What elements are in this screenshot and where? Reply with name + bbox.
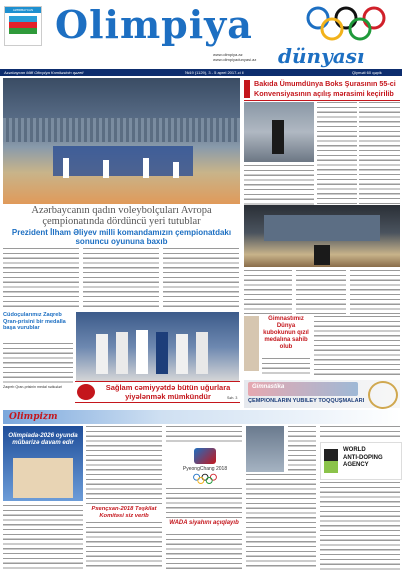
olimpizm-brand: Olimpizm	[9, 412, 58, 422]
story1-photo	[13, 458, 73, 498]
boxing-headline-block	[244, 78, 400, 101]
gymnastics-body-1	[262, 358, 310, 376]
story1-headline: Olimpiada-2026 oyunda mübarizə davam edir	[8, 432, 78, 447]
lead-subheadline: Prezident İlham Əliyev milli komandamızın çempionatdakı sonuncu oyununa baxıb	[11, 228, 232, 246]
judo-podium-photo	[76, 312, 239, 382]
story3-body-col-3	[288, 426, 316, 472]
masthead-info-bar	[0, 69, 402, 76]
boxing-hall-col-2	[296, 270, 346, 314]
wada-line: AGENCY	[343, 462, 369, 468]
health-headline: Sağlam cəmiyyətdə bütün uğurlara yiyələnmək mümkündür	[105, 383, 231, 401]
story2-body-col-3	[166, 426, 242, 444]
story2-body-col-1	[86, 426, 162, 504]
story3-photo	[246, 426, 284, 472]
story2-body-col-2	[86, 522, 162, 570]
story2-headline: Pxençxan-2018 Təşkilat Komitəsi siz verib	[91, 506, 157, 519]
gymnast-photo	[244, 316, 259, 371]
lead-body-col-2	[83, 248, 159, 308]
website-block	[213, 52, 256, 62]
boxing-headline-1: Bakıda Ümumdünya Boks Şurasının 55-ci	[254, 79, 396, 88]
boxing-body-col-1	[244, 165, 314, 205]
gymnastics-headline: Gimnastımız Dünya kubokunun qızıl medalına sahib olub	[263, 316, 309, 350]
wada-text	[343, 447, 383, 470]
flag-icon	[9, 16, 37, 34]
issue-info: №19 (1129), 3 - 5 aprel 2017-ci il	[185, 70, 244, 75]
website-line[interactable]: www.olimpiyadunyasi.az	[213, 57, 257, 62]
pyeongchang-rings-icon	[190, 473, 220, 485]
tagline: Azərbaycan Milli Olimpiya Komitəsinin qəzeti	[4, 70, 84, 75]
wada-logo	[320, 442, 402, 480]
boxing-ceremony-photo	[244, 102, 314, 162]
story3-body-col-2	[246, 474, 316, 570]
azerbaijan-flag-block	[4, 6, 42, 46]
story1-body	[3, 505, 83, 571]
gymnastics-body-2	[314, 316, 400, 376]
champions-logo-text: Gimnastika	[252, 384, 285, 390]
wada-emblem-icon	[324, 449, 338, 473]
boxing-headline-2: Konvensiyasının açılış mərasimi keçirilib	[254, 89, 394, 98]
wada-line: ANTI-DOPING	[343, 454, 383, 461]
pyeongchang-text: PyeongChang 2018	[182, 466, 228, 472]
volleyball-arena-photo	[3, 78, 240, 204]
newspaper-title: Olimpiya	[55, 2, 253, 47]
pyeongchang-logo	[170, 446, 240, 486]
story3-body-col-4	[320, 426, 400, 440]
champions-banner	[244, 380, 400, 408]
olympic-rings-icon	[300, 4, 392, 44]
judo-body	[3, 343, 73, 383]
health-icon	[77, 384, 95, 400]
lead-body-col-3	[163, 248, 239, 308]
lead-headline: Azərbaycanın qadın voleybolçuları Avropa çempionatında dördüncü yeri tutublar	[31, 205, 212, 227]
judo-headline: Cüdoçularımız Zaqreb Qran-prisini bir medalla başa vurublar	[3, 312, 66, 331]
boxing-body-col-3	[359, 102, 400, 204]
masthead	[0, 0, 402, 75]
story3-body-col-5	[320, 482, 400, 570]
champions-headline: ÇEMPIONLARIN YUBILEY TOQQUŞMALARI	[248, 398, 365, 404]
boxing-hall-col-1	[244, 270, 292, 314]
boxing-hall-col-3	[350, 270, 400, 314]
flag-label: AZƏRBAYCAN	[5, 7, 41, 13]
judo-caption: Zaqreb Qran-prisinin medal nəticələri	[3, 385, 63, 389]
olympiad-2026-box	[3, 426, 83, 501]
wada-line: WORLD	[343, 447, 366, 453]
health-banner	[75, 381, 240, 403]
story2-body-col-4	[166, 488, 242, 518]
boxing-body-col-2	[317, 102, 357, 204]
lead-body-col-1	[3, 248, 79, 308]
pyeongchang-emblem-icon	[194, 448, 216, 464]
olimpizm-section-header	[3, 410, 400, 424]
price: Qiyməti 60 qəpik	[352, 70, 382, 75]
story3-body-col-1	[166, 534, 242, 570]
website-line[interactable]: www.olimpiya.az	[213, 52, 243, 57]
health-page-label: Səh. 3	[227, 396, 238, 400]
story3-headline: WADA siyahını açıqlayıb	[169, 520, 239, 526]
newspaper-subtitle: dünyası	[278, 44, 365, 68]
boxing-hall-photo	[244, 205, 400, 267]
